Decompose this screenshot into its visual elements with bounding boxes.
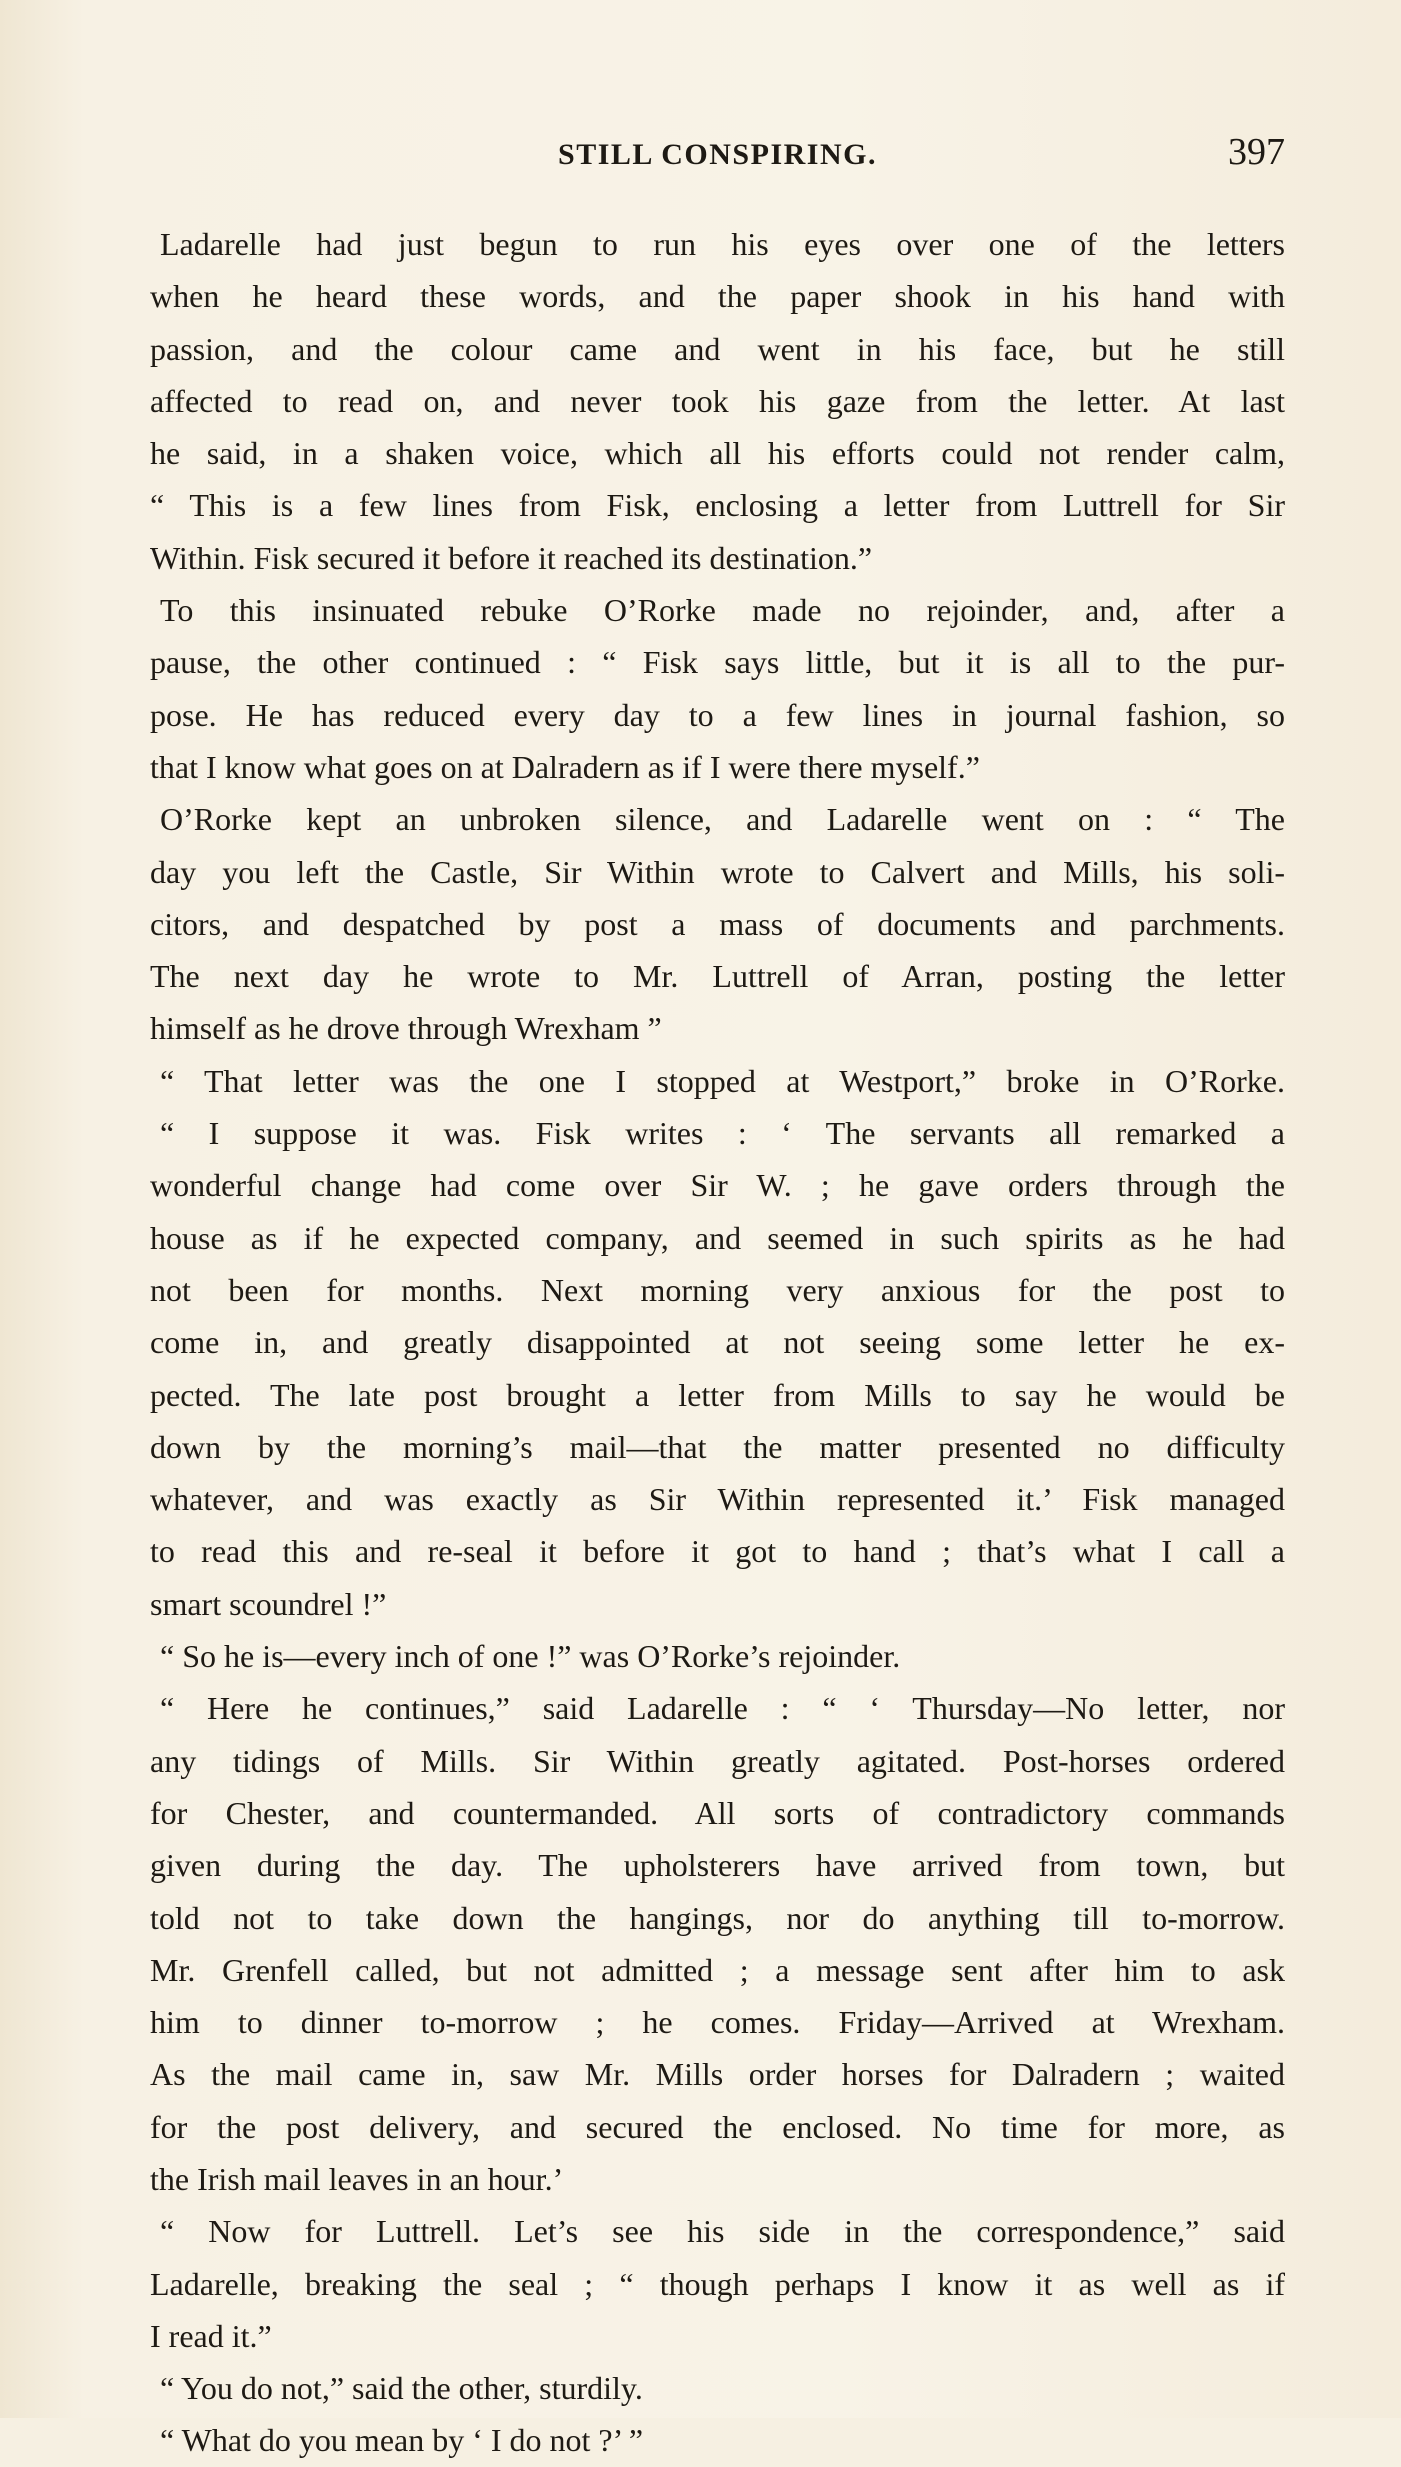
text-line: passion, and the colour came and went in his face, but he still — [150, 330, 1285, 367]
text-line: whatever, and was exactly as Sir Within represented it.’ Fisk managed — [150, 1481, 1285, 1518]
text-line: “ That letter was the one I stopped at Westport,” broke in O’Rorke. — [160, 1062, 1285, 1099]
text-line: “ This is a few lines from Fisk, enclosing a letter from Luttrell for Sir — [150, 487, 1285, 524]
text-line: any tidings of Mills. Sir Within greatly agitated. Post-horses ordered — [150, 1742, 1285, 1779]
text-line: O’Rorke kept an unbroken silence, and Ladarelle went on : “ The — [160, 801, 1285, 838]
text-line: citors, and despatched by post a mass of documents and parchments. — [150, 905, 1285, 942]
text-line: As the mail came in, saw Mr. Mills order horses for Dalradern ; waited — [150, 2056, 1285, 2093]
text-line: “ What do you mean by ‘ I do not ?’ ” — [160, 2422, 644, 2459]
text-line: Ladarelle, breaking the seal ; “ though perhaps I know it as well as if — [150, 2265, 1285, 2302]
text-line: told not to take down the hangings, nor do anything till to-morrow. — [150, 1899, 1285, 1936]
text-line: “ Now for Luttrell. Let’s see his side in the correspondence,” said — [160, 2213, 1285, 2250]
text-line: “ I suppose it was. Fisk writes : ‘ The servants all remarked a — [160, 1115, 1285, 1152]
text-line: he said, in a shaken voice, which all his efforts could not render calm, — [150, 435, 1285, 472]
running-title: STILL CONSPIRING. — [558, 138, 877, 171]
text-line: Ladarelle had just begun to run his eyes over one of the letters — [160, 226, 1285, 262]
text-line: “ So he is—every inch of one !” was O’Rorke’s rejoinder. — [160, 1638, 901, 1675]
text-line: house as if he expected company, and seemed in such spirits as he had — [150, 1219, 1285, 1256]
text-line: wonderful change had come over Sir W. ; he gave orders through the — [150, 1167, 1285, 1204]
text-line: smart scoundrel !” — [150, 1585, 387, 1622]
text-line: pause, the other continued : “ Fisk says little, but it is all to the pur- — [150, 644, 1285, 681]
text-line: not been for months. Next morning very anxious for the post to — [150, 1271, 1285, 1308]
text-line: To this insinuated rebuke O’Rorke made no rejoinder, and, after a — [160, 592, 1285, 629]
text-line: Within. Fisk secured it before it reached its destination.” — [150, 539, 873, 576]
running-head — [150, 124, 1285, 184]
text-line: pected. The late post brought a letter from Mills to say he would be — [150, 1376, 1285, 1413]
text-line: The next day he wrote to Mr. Luttrell of Arran, posting the letter — [150, 958, 1285, 995]
text-line: to read this and re-seal it before it got to hand ; that’s what I call a — [150, 1533, 1285, 1570]
text-line: him to dinner to-morrow ; he comes. Friday—Arrived at Wrexham. — [150, 2004, 1285, 2041]
text-line: when he heard these words, and the paper shook in his hand with — [150, 278, 1285, 315]
text-line: day you left the Castle, Sir Within wrote to Calvert and Mills, his soli- — [150, 853, 1285, 890]
text-line: down by the morning’s mail—that the matter presented no difficulty — [150, 1428, 1285, 1465]
body-text — [150, 218, 1285, 2467]
text-line: the Irish mail leaves in an hour.’ — [150, 2160, 564, 2197]
text-line: “ You do not,” said the other, sturdily. — [160, 2370, 643, 2407]
text-line: “ Here he continues,” said Ladarelle : “ ‘ Thursday—No letter, nor — [160, 1690, 1285, 1727]
text-line: for Chester, and countermanded. All sorts of contradictory commands — [150, 1794, 1285, 1831]
page-number: 397 — [1228, 131, 1285, 173]
text-line: Mr. Grenfell called, but not admitted ; a message sent after him to ask — [150, 1951, 1285, 1988]
text-line: given during the day. The upholsterers have arrived from town, but — [150, 1847, 1285, 1884]
text-line: come in, and greatly disappointed at not seeing some letter he ex- — [150, 1324, 1285, 1361]
text-line: I read it.” — [150, 2317, 272, 2354]
text-line: that I know what goes on at Dalradern as if I were there myself.” — [150, 748, 980, 785]
text-line: for the post delivery, and secured the enclosed. No time for more, as — [150, 2108, 1285, 2145]
text-line: himself as he drove through Wrexham ” — [150, 1010, 662, 1047]
text-line: pose. He has reduced every day to a few lines in journal fashion, so — [150, 696, 1285, 733]
text-line: affected to read on, and never took his gaze from the letter. At last — [150, 382, 1285, 419]
